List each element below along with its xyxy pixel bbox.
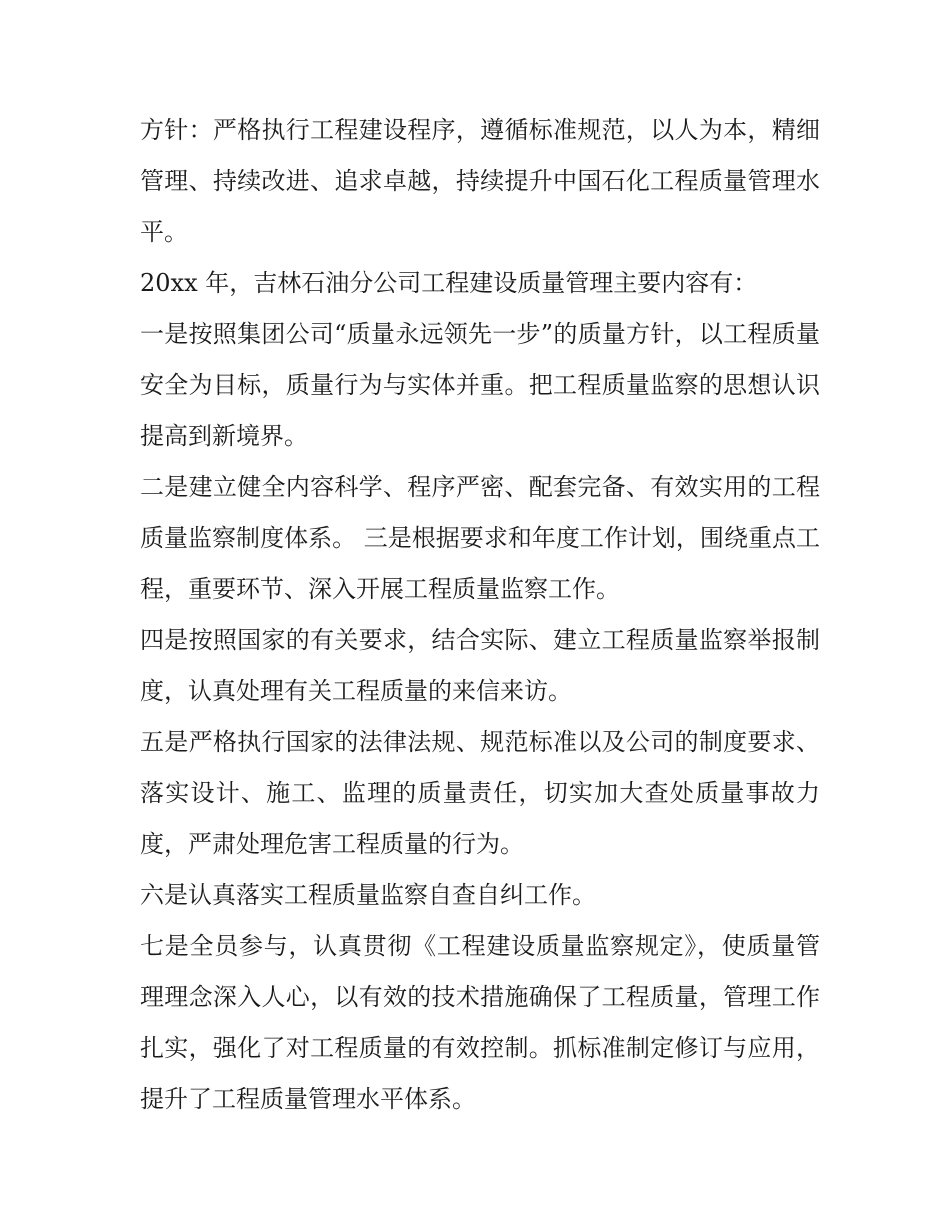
paragraph-item-1: 一是按照集团公司“质量永远领先一步”的质量方针，以工程质量安全为目标，质量行为与实体并重。把工程质量监察的思想认识提高到新境界。 bbox=[140, 320, 820, 450]
paragraph-item-2-3: 二是建立健全内容科学、程序严密、配套完备、有效实用的工程质量监察制度体系。 三是根据要求和年度工作计划，围绕重点工程，重要环节、深入开展工程质量监察工作。 bbox=[140, 473, 820, 603]
paragraph-policy: 方针：严格执行工程建设程序，遵循标准规范，以人为本，精细管理、持续改进、追求卓越，持续提升中国石化工程质量管理水平。 bbox=[140, 116, 820, 246]
document-body bbox=[140, 105, 820, 1125]
paragraph-item-7: 七是全员参与，认真贯彻《工程建设质量监察规定》，使质量管理理念深入人心，以有效的技术措施确保了工程质量，管理工作扎实，强化了对工程质量的有效控制。抓标准制定修订与应用，提升了工程质量管理水平体系。 bbox=[140, 932, 820, 1113]
paragraph-item-4: 四是按照国家的有关要求，结合实际、建立工程质量监察举报制度，认真处理有关工程质量的来信来访。 bbox=[140, 626, 820, 705]
paragraph-item-5: 五是严格执行国家的法律法规、规范标准以及公司的制度要求、落实设计、施工、监理的质量责任，切实加大查处质量事故力度，严肃处理危害工程质量的行为。 bbox=[140, 728, 820, 858]
paragraph-item-6: 六是认真落实工程质量监察自查自纠工作。 bbox=[140, 881, 596, 909]
paragraph-intro: 20xx 年，吉林石油分公司工程建设质量管理主要内容有： bbox=[140, 269, 758, 297]
